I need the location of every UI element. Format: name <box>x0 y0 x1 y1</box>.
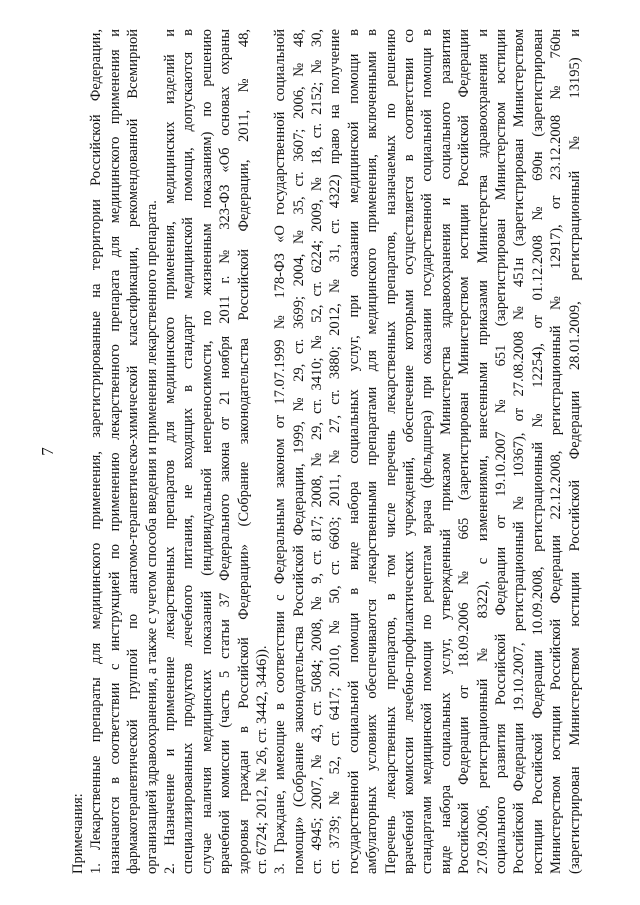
text-line: организацией здравоохранения, а также с учетом способа введения и применения лекарственного препарата. <box>143 200 160 874</box>
text-line: Российской Федерации 19.10.2007, регистрационный № 10367), от 27.08.2008 № 451н (зарегистрирован Министерством <box>511 29 528 874</box>
text-line: (зарегистрирован Министерством юстиции Российской Федерации 28.01.2009, регистрационный № 13195) и <box>566 29 583 874</box>
text-line: виде набора социальных услуг, утвержденный приказом Министерства здравоохранения и социального развития <box>437 29 454 874</box>
text-line: государственной социальной помощи в виде набора социальных услуг, при оказании медицинской помощи в <box>345 29 362 874</box>
text-line: врачебной комиссии лечебно-профилактических учреждений, обеспечение которыми осуществляется в соответствии со <box>401 29 418 874</box>
text-line: Перечень лекарственных препаратов, в том числе перечень лекарственных препаратов, назначаемых по решению <box>382 29 399 874</box>
text-line: юстиции Российской Федерации 10.09.2008, регистрационный № 12254), от 01.12.2008 № 690н (зарегистрирован <box>529 29 546 874</box>
page-number: 7 <box>38 447 57 456</box>
text-line: здоровья граждан в Российской Федерации» (Собрание законодательства Российской Федерации, 2011, № 48, <box>235 29 252 874</box>
text-line: помощи» (Собрание законодательства Российской Федерации, 1999, № 29, ст. 3699; 2004, № 35, ст. 3607; 2006, № 48, <box>290 29 307 874</box>
text-line: 2. Назначение и применение лекарственных препаратов для медицинского применения, медицинских изделий и <box>161 29 178 874</box>
note-paragraph-3 <box>271 29 584 874</box>
text-line: фармакотерапевтической группой по анатомо-терапевтическо-химической классификации, рекомендованной Всемирной <box>125 29 142 874</box>
text-line: случае наличия медицинских показаний (индивидуальной непереносимости, по жизненным показаниям) по решению <box>198 29 215 874</box>
note-paragraph-2 <box>161 29 271 874</box>
text-line: стандартами медицинской помощи по рецептам врача (фельдшера) при оказании государственной социальной помощи в <box>419 29 436 874</box>
text-line: специализированных продуктов лечебного питания, не входящих в стандарт медицинской помощи, допускаются в <box>180 29 197 874</box>
text-line: врачебной комиссии (часть 5 статьи 37 Федерального закона от 21 ноября 2011 г. № 323-ФЗ «Об основах охраны <box>217 29 234 874</box>
text-line: Министерством юстиции Российской Федерации 22.12.2008, регистрационный № 12917), от 23.12.2008 № 760н <box>548 29 565 874</box>
text-line: назначаются в соответствии с инструкцией по применению лекарственного препарата для медицинского применения и <box>106 29 123 874</box>
text-line: ст. 3739; № 52, ст. 6417; 2010, № 50, ст. 6603; 2011, № 27, ст. 3880; 2012, № 31, ст. 4322) право на получение <box>327 29 344 874</box>
text-line: социального развития Российской Федерации от 19.10.2007 № 651 (зарегистрирован Министерством юстиции <box>492 29 509 874</box>
notes-title: Примечания: <box>69 793 86 874</box>
text-line: ст. 6724; 2012, № 26, ст. 3442, 3446)). <box>253 645 270 874</box>
text-line: Российской Федерации от 18.09.2006 № 665 (зарегистрирован Министерством юстиции Российской Федерации <box>456 29 473 874</box>
text-line: 27.09.2006, регистрационный № 8322), с изменениями, внесенными приказами Министерства здравоохранения и <box>474 29 491 874</box>
document-page <box>39 29 584 874</box>
note-paragraph-1 <box>87 29 161 874</box>
text-line: амбулаторных условиях обеспечиваются лекарственными препаратами для медицинского применения, включенными в <box>364 29 381 874</box>
text-line: 1. Лекарственные препараты для медицинского применения, зарегистрированные на территории Российской Федерации, <box>88 29 105 874</box>
text-line: ст. 4945; 2007, № 43, ст. 5084; 2008, № 9, ст. 817; 2008, № 29, ст. 3410; № 52, ст. 6224; 2009, № 18, ст. 2152; № 30, <box>309 29 326 874</box>
text-line: 3. Граждане, имеющие в соответствии с Федеральным законом от 17.07.1999 № 178-ФЗ «О государственной социальной <box>272 29 289 874</box>
